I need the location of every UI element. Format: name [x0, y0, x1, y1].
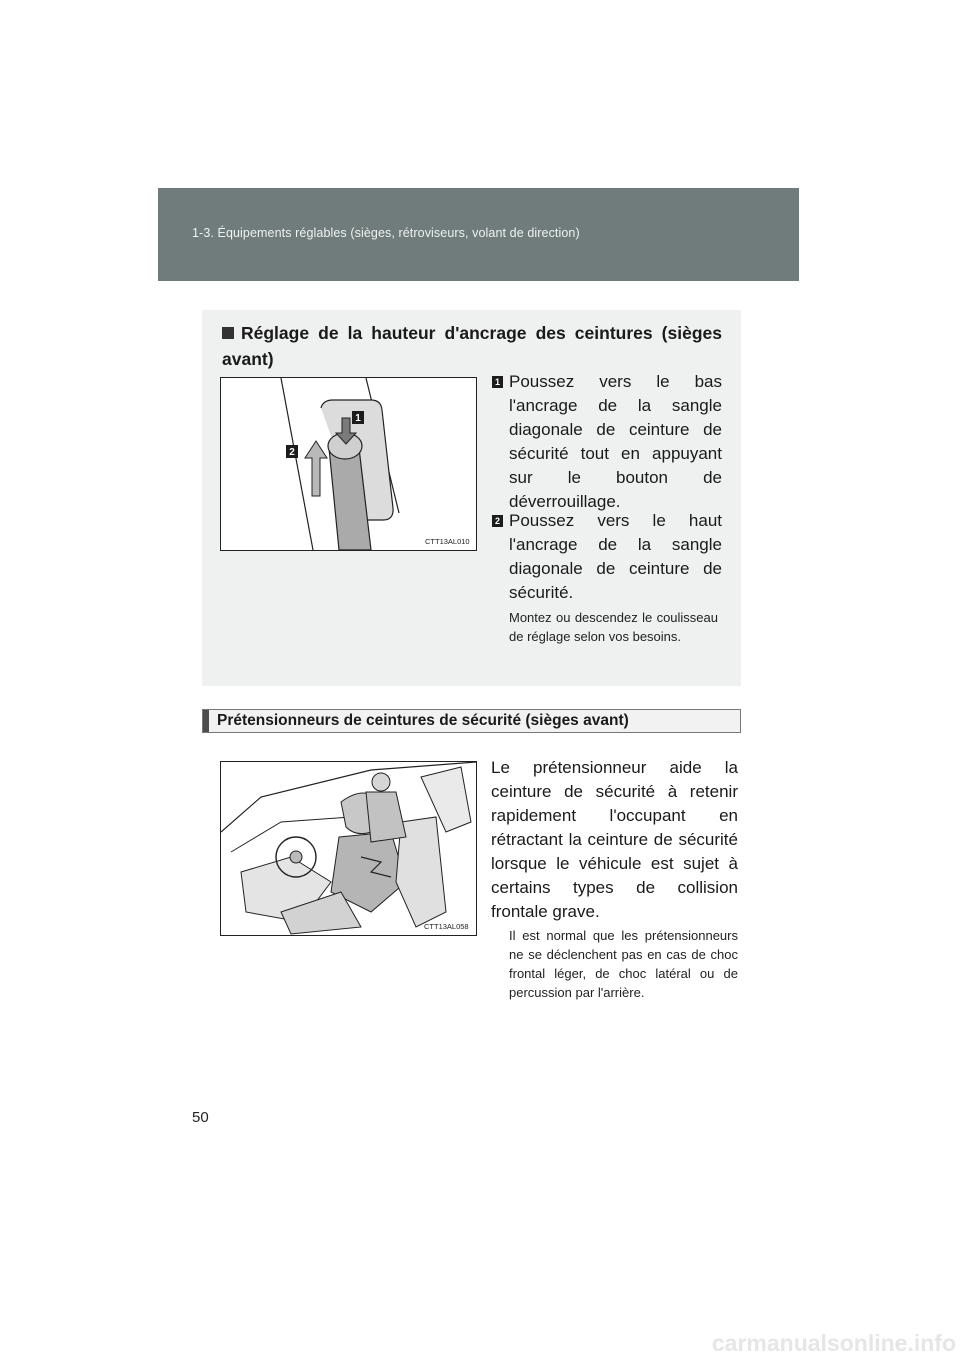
section-accent	[203, 710, 209, 732]
section-title: Prétensionneurs de ceintures de sécurité (sièges avant)	[217, 712, 629, 729]
section-title-bar	[202, 709, 741, 733]
page-number: 50	[192, 1109, 209, 1126]
pretensioner-illustration	[220, 761, 477, 936]
figure-code: CTT13AL010	[425, 537, 470, 546]
car-interior-drawing	[221, 762, 476, 935]
step-text: Poussez vers le haut l'ancrage de la sangle diagonale de ceinture de sécurité.	[509, 511, 722, 602]
figure-code: CTT13AL058	[424, 922, 469, 931]
step-1	[492, 370, 722, 514]
section-header-title: 1-3. Équipements réglables (sièges, rétroviseurs, volant de direction)	[192, 226, 580, 240]
belt-anchor-illustration	[220, 377, 477, 551]
belt-height-heading: Réglage de la hauteur d'ancrage des ceintures (sièges avant)	[222, 323, 722, 369]
pretensioner-description: Le prétensionneur aide la ceinture de sécurité à retenir rapidement l'occupant en rétractant la ceinture de sécurité lorsque le véhicule est sujet à certains types de collision frontale grave.	[491, 758, 738, 921]
watermark: carmanualsonline.info	[711, 1330, 956, 1356]
pretensioner-note: Il est normal que les prétensionneurs ne se déclenchent pas en cas de choc frontal léger, de choc latéral ou de percussion par l'arrière.	[509, 928, 738, 1000]
step-2	[492, 509, 722, 605]
step-number-badge: 1	[492, 376, 503, 388]
belt-height-note: Montez ou descendez le coulisseau de réglage selon vos besoins.	[509, 610, 718, 644]
svg-text:2: 2	[289, 447, 295, 458]
svg-text:1: 1	[355, 413, 361, 424]
step-text: Poussez vers le bas l'ancrage de la sangle diagonale de ceinture de sécurité tout en appuyant sur le bouton de déverrouillage.	[509, 372, 722, 511]
square-bullet-icon	[222, 327, 234, 339]
belt-anchor-drawing	[221, 378, 476, 550]
step-number-badge: 2	[492, 515, 503, 527]
